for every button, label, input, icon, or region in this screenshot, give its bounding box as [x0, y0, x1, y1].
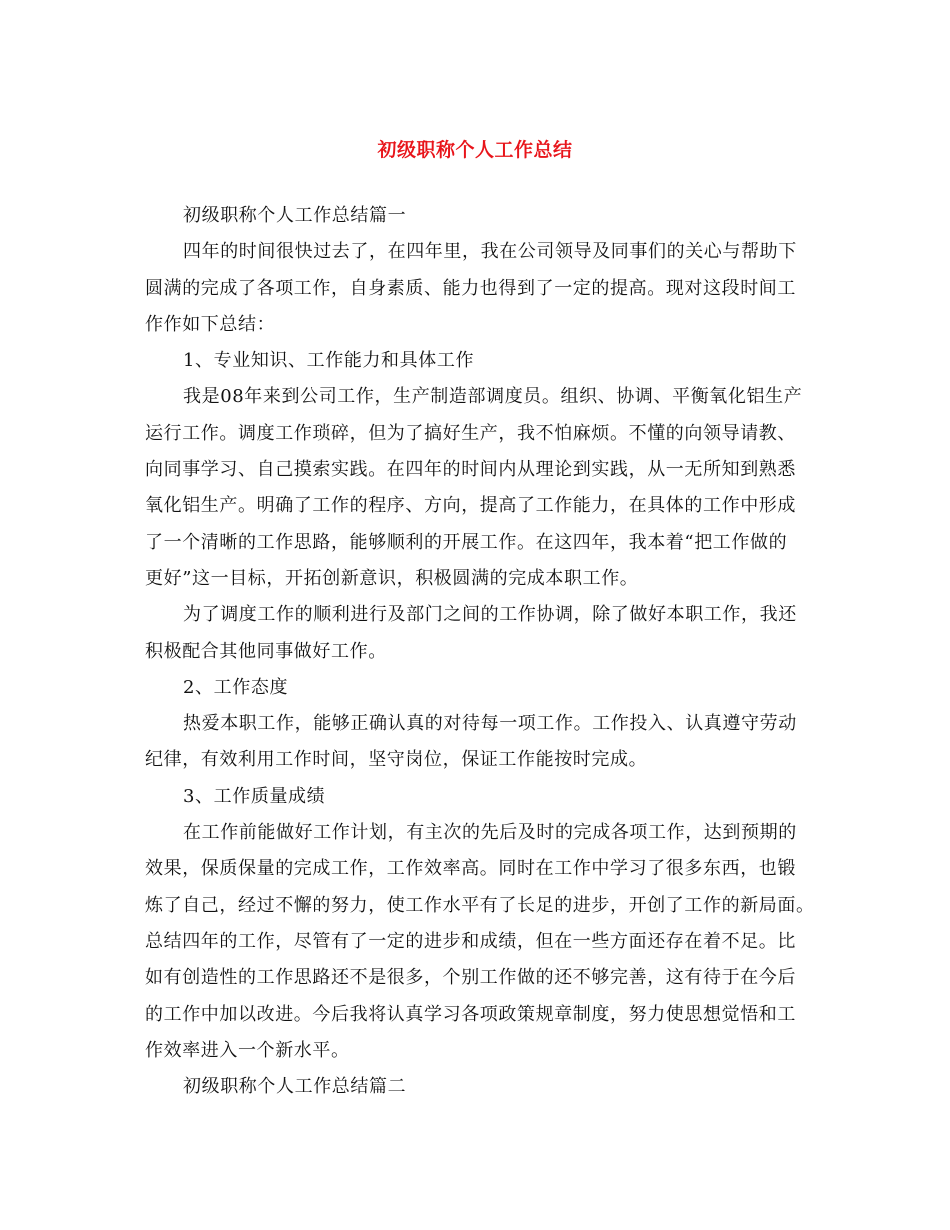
paragraph-line: 作作如下总结：	[145, 313, 276, 335]
paragraph-line: 总结四年的工作，尽管有了一定的进步和成绩，但在一些方面还存在着不足。比	[145, 930, 796, 952]
document-body	[145, 198, 815, 1105]
paragraph-line: 的工作中加以改进。今后我将认真学习各项政策规章制度，努力使思想觉悟和工	[145, 1003, 796, 1025]
document-title: 初级职称个人工作总结	[377, 139, 573, 161]
paragraph-line: 作效率进入一个新水平。	[145, 1039, 350, 1061]
paragraph-line: 更好”这一目标，开拓创新意识，积极圆满的完成本职工作。	[145, 567, 639, 589]
paragraph-line: 圆满的完成了各项工作，自身素质、能力也得到了一定的提高。现对这段时间工	[145, 277, 796, 299]
paragraph-line: 了一个清晰的工作思路，能够顺利的开展工作。在这四年，我本着“把工作做的	[145, 531, 788, 553]
section-heading: 初级职称个人工作总结篇二	[183, 1076, 407, 1098]
paragraph-line: 在工作前能做好工作计划，有主次的先后及时的完成各项工作，达到预期的	[183, 822, 797, 844]
paragraph-line: 纪律，有效利用工作时间，坚守岗位，保证工作能按时完成。	[145, 749, 648, 771]
paragraph-line: 如有创造性的工作思路还不是很多，个别工作做的还不够完善，这有待于在今后	[145, 967, 796, 989]
subheading: 3、工作质量成绩	[183, 785, 326, 807]
paragraph-line: 向同事学习、自己摸索实践。在四年的时间内从理论到实践，从一无所知到熟悉	[145, 459, 796, 481]
paragraph-line: 我是08年来到公司工作，生产制造部调度员。组织、协调、平衡氧化铝生产	[183, 386, 803, 408]
paragraph-line: 四年的时间很快过去了，在四年里，我在公司领导及同事们的关心与帮助下	[183, 241, 797, 263]
section-heading: 初级职称个人工作总结篇一	[183, 205, 407, 226]
subheading: 1、专业知识、工作能力和具体工作	[183, 350, 475, 372]
paragraph-line: 氧化铝生产。明确了工作的程序、方向，提高了工作能力，在具体的工作中形成	[145, 495, 796, 517]
paragraph-line: 积极配合其他同事做好工作。	[145, 640, 387, 662]
paragraph-line: 为了调度工作的顺利进行及部门之间的工作协调，除了做好本职工作，我还	[183, 604, 797, 626]
subheading: 2、工作态度	[183, 676, 289, 698]
paragraph-line: 效果，保质保量的完成工作，工作效率高。同时在工作中学习了很多东西，也锻	[145, 858, 796, 880]
paragraph-line: 热爱本职工作，能够正确认真的对待每一项工作。工作投入、认真遵守劳动	[183, 713, 797, 735]
paragraph-line: 运行工作。调度工作琐碎，但为了搞好生产，我不怕麻烦。不懂的向领导请教、	[145, 422, 796, 444]
paragraph-line: 炼了自己，经过不懈的努力，使工作水平有了长足的进步，开创了工作的新局面。	[145, 894, 815, 916]
